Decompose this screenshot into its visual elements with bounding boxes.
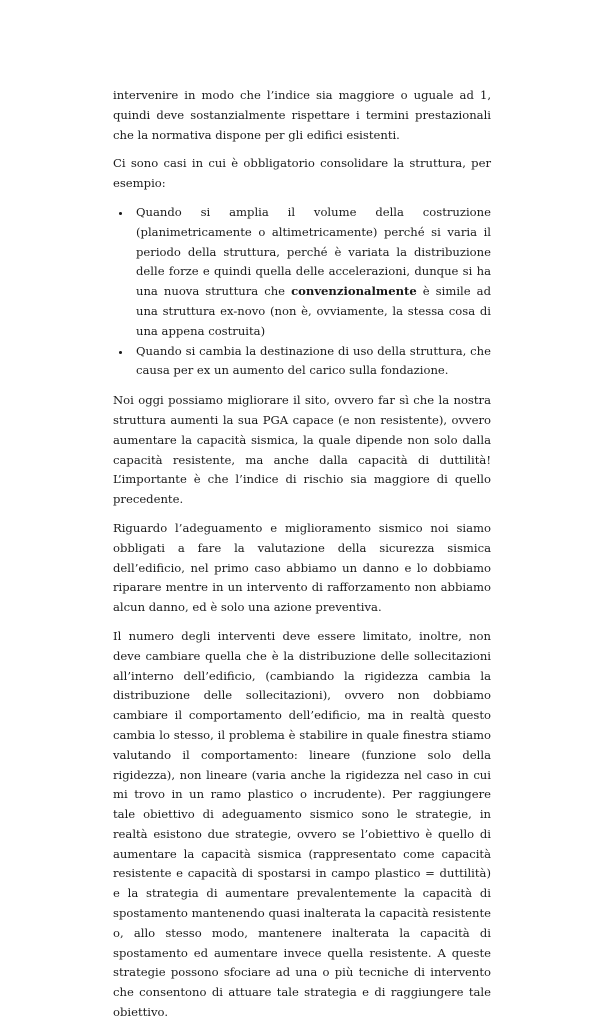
paragraph-1: intervenire in modo che l’indice sia maggiore o uguale ad 1, quindi deve sostanzialmente rispettare i termini prestazionali che la normativa dispone per gli edifici esistenti. bbox=[113, 88, 491, 142]
paragraph-4: Riguardo l’adeguamento e miglioramento sismico noi siamo obbligati a fare la valutazione della sicurezza sismica dell’edificio, nel primo caso abbiamo un danno e lo dobbiamo riparare mentre in un intervento di rafforzamento non abbiamo alcun danno, ed è solo una azione preventiva. bbox=[113, 520, 491, 615]
bullet-list bbox=[113, 203, 491, 381]
paragraph-2: Ci sono casi in cui è obbligatorio consolidare la struttura, per esempio: bbox=[113, 156, 491, 191]
body-text bbox=[113, 86, 491, 1032]
bullet-1-bold-term: convenzionalmente bbox=[291, 284, 417, 299]
bullet-item-2: • Quando si cambia la destinazione di uso della struttura, che causa per ex un aumento del carico sulla fondazione. bbox=[132, 342, 491, 382]
bullet-item-1 bbox=[132, 203, 491, 342]
bullet-1-text-end: è simile ad una struttura ex-novo (non è, ovviamente, la stessa cosa di una appena costruita) bbox=[136, 284, 491, 338]
bullet-1-text-start: Quando si amplia il volume della costruzione (planimetricamente o altimetricamente) perché si varia il periodo della struttura, perché è variata la distribuzione delle forze e quindi quella delle accelerazioni, dunque si ha una nuova struttura che bbox=[136, 204, 491, 299]
paragraph-5: Il numero degli interventi deve essere limitato, inoltre, non deve cambiare quella che è la distribuzione delle sollecitazioni all’interno dell’edificio, (cambiando la rigidezza cambia la distribuzione delle sollecitazioni), ovvero non dobbiamo cambiare il comportamento dell’edificio, ma in realtà questo cambia lo stesso, il problema è stabilire in quale finestra stiamo valutando il comportamento: lineare (funzione solo della rigidezza), non lineare (varia anche la rigidezza nel caso in cui mi trovo in un ramo plastico o incrudente). Per raggiungere tale obiettivo di adeguamento sismico sono le strategie, in realtà esistono due strategie, ovvero se l’obiettivo è quello di aumentare la capacità sismica (rappresentato come capacità resistente e capacità di spostarsi in campo plastico = duttilità) e la strategia di aumentare prevalentemente la capacità di spostamento mantenendo quasi inalterata la capacità resistente o, allo stesso modo, mantenere inalterata la capacità di spostamento ed aumentare invece quella resistente. A queste strategie possono sfociare ad una o più tecniche di intervento che consentono di attuare tale strategia e di raggiungere tale obiettivo. bbox=[113, 628, 491, 1020]
paragraph-3: Noi oggi possiamo migliorare il sito, ovvero far sì che la nostra struttura aumenti la sua PGA capace (e non resistente), ovvero aumentare la capacità sismica, la quale dipende non solo dalla capacità resistente, ma anche dalla capacità di duttilità! L’importante è che l’indice di rischio sia maggiore di quello precedente. bbox=[113, 393, 491, 507]
